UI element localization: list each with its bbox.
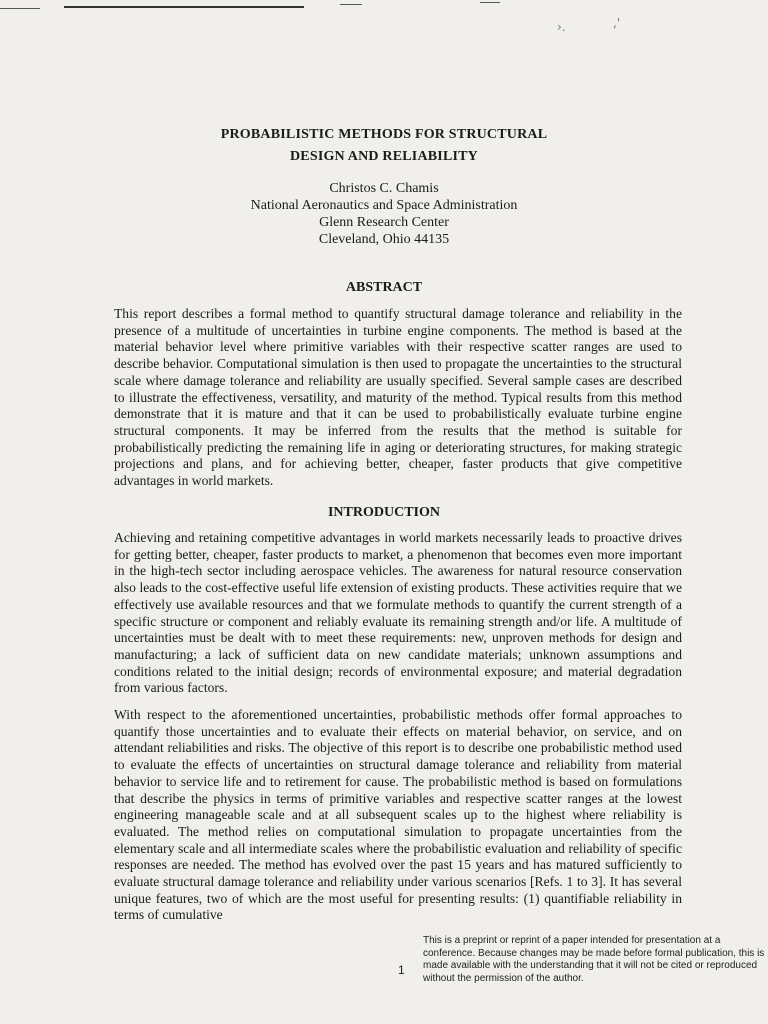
preprint-footnote: This is a preprint or reprint of a paper intended for presentation at a conference. Because changes may be made before formal publication, this is made available with the understanding that it will not be cited or reproduced without the permission of the author. <box>423 935 765 984</box>
intro-paragraph-1: Achieving and retaining competitive advantages in world markets necessarily leads to proactive drives for getting better, cheaper, faster products to market, a phenomenon that becomes even more important in the high-tech sector including aerospace vehicles. The awareness for natural resource conservation also leads to the cost-effective useful life extension of existing products. These activities require that we effectively use available resources and that we formulate methods to quantify the current strength of a specific structure or component and reliably evaluate its remaining strength and/or life. A multitude of uncertainties must be dealt with to meet these requirements: new, unproven methods for design and manufacturing; a lack of sufficient data on new candidate materials; unknown assumptions and conditions related to the initial design; records of environmental exposure; and material degradation from various factors. <box>114 530 682 696</box>
author-org: National Aeronautics and Space Administration <box>250 198 518 213</box>
intro-paragraph-2: With respect to the aforementioned uncertainties, probabilistic methods offer formal approaches to quantify those uncertainties and to evaluate their effects on material behavior, on service, and on attendant reliabilities and risks. The objective of this report is to describe one probabilistic method used to evaluate the effects of uncertainties on structural damage tolerance and reliability from material behavior to service life and to retirement for cause. The probabilistic method is based on formulations that describe the physics in terms of primitive variables and respective scatter ranges at the lowest engineering manageable scale and at all subsequent scales up to the highest where reliability is evaluated. The method relies on computational simulation to propagate uncertainties from the elementary scale and all intermediate scales where the probabilistic evaluation and reliability of specific responses are needed. The method has evolved over the past 15 years and has matured sufficiently to evaluate structural damage tolerance and reliability under various scenarios [Refs. 1 to 3]. It has several unique features, two of which are the most useful for presenting results: (1) quantifiable reliability in terms of cumulative <box>114 707 682 923</box>
author-name: Christos C. Chamis <box>329 181 439 196</box>
author-center: Glenn Research Center <box>319 215 449 230</box>
paper-title <box>0 124 768 168</box>
scan-line-right <box>480 2 500 3</box>
abstract-heading: ABSTRACT <box>345 280 423 295</box>
abstract-paragraph: This report describes a formal method to quantify structural damage tolerance and reliability in the presence of a multitude of uncertainties in turbine engine components. The method is based at the material behavior level where primitive variables with their respective scatter ranges are used to describe behavior. Computational simulation is then used to propagate the uncertainties to the structural scale where damage tolerance and reliability are usually specified. Several sample cases are described to illustrate the effectiveness, versatility, and maturity of the method. Typical results from this method demonstrate that it is mature and that it can be used to probabilistically evaluate turbine engine structural components. It may be inferred from the results that the method is suitable for probabilistically predicting the remaining life in aging or deteriorating structures, for making strategic projections and plans, and for achieving better, cheaper, faster products that give competitive advantages in world markets. <box>114 306 682 489</box>
scan-speck: ›. <box>557 20 566 34</box>
title-line-1: PROBABILISTIC METHODS FOR STRUCTURAL <box>220 127 548 142</box>
scan-line-left <box>0 8 40 9</box>
introduction-heading: INTRODUCTION <box>327 505 440 520</box>
author-location: Cleveland, Ohio 44135 <box>318 232 450 247</box>
scan-line-mid <box>340 4 362 5</box>
page-number: 1 <box>398 963 405 977</box>
author-block <box>0 180 768 248</box>
scan-speck: ,' <box>613 16 621 30</box>
title-line-2: DESIGN AND RELIABILITY <box>289 149 478 164</box>
scan-line-main <box>64 6 304 8</box>
